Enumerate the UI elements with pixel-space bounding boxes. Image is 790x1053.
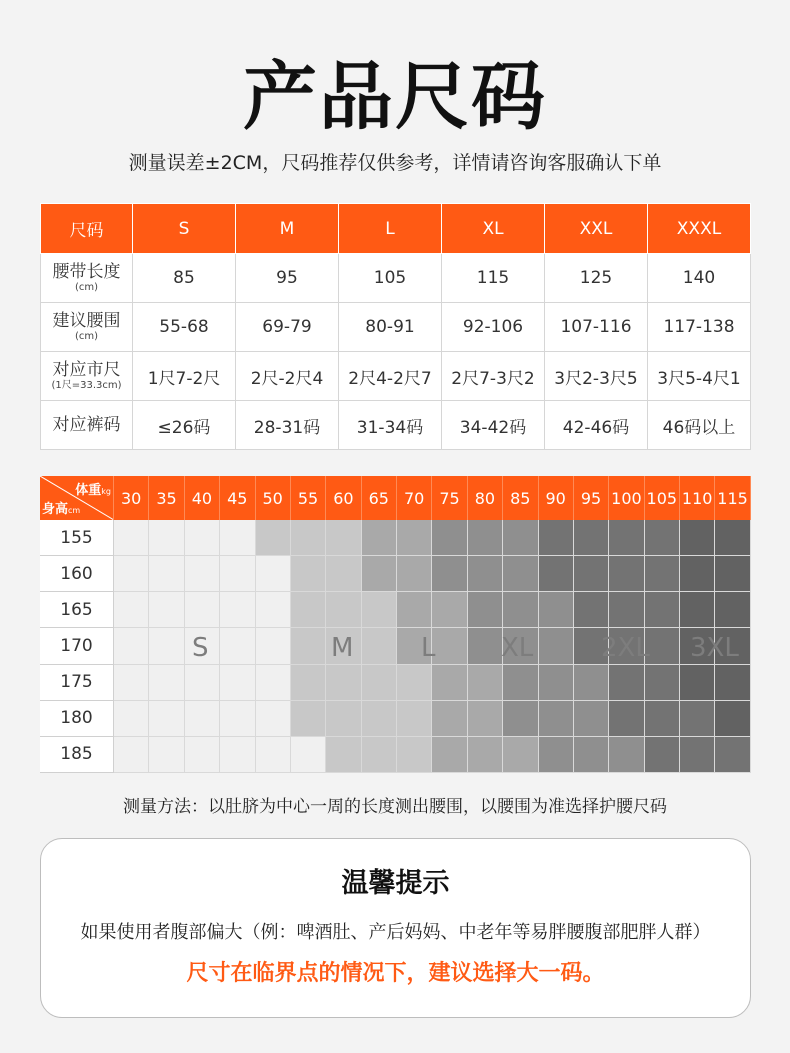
weight-label: 体重 [75, 483, 102, 498]
grid-cell [468, 701, 503, 737]
grid-cell [680, 701, 715, 737]
grid-cell [149, 665, 184, 701]
table-cell: 107-116 [545, 303, 648, 352]
height-unit: cm [68, 506, 81, 515]
table-cell: 69-79 [236, 303, 339, 352]
grid-cell [114, 701, 149, 737]
table-cell: 1尺7-2尺 [133, 352, 236, 401]
grid-cell [645, 665, 680, 701]
grid-cell [362, 592, 397, 628]
grid-cell [220, 628, 255, 664]
grid-cell [220, 701, 255, 737]
page-subtitle: 测量误差±2CM，尺码推荐仅供参考，详情请咨询客服确认下单 [128, 152, 662, 174]
height-row-header: 170 [40, 628, 114, 664]
grid-cell [609, 520, 644, 556]
grid-cell [185, 592, 220, 628]
grid-cell [326, 665, 361, 701]
row-label-unit: (cm) [74, 331, 99, 342]
row-label [41, 401, 133, 450]
grid-cell [539, 737, 574, 773]
weight-unit: kg [101, 487, 111, 496]
grid-cell [645, 737, 680, 773]
grid-cell [609, 628, 644, 664]
grid-cell [362, 556, 397, 592]
row-label [41, 352, 133, 401]
grid-cell [715, 520, 750, 556]
grid-cell [149, 701, 184, 737]
grid-cell [114, 628, 149, 664]
grid-cell [609, 592, 644, 628]
grid-cell [185, 628, 220, 664]
grid-cell [291, 665, 326, 701]
grid-cell [326, 701, 361, 737]
grid-cell [291, 737, 326, 773]
size-zone-label: S [192, 633, 209, 663]
grid-cell [680, 556, 715, 592]
grid-cell [503, 701, 538, 737]
grid-cell [149, 737, 184, 773]
weight-header-cell: 85 [503, 476, 538, 520]
weight-header-cell: 55 [291, 476, 326, 520]
grid-cell [574, 592, 609, 628]
grid-cell [256, 592, 291, 628]
grid-cell [256, 701, 291, 737]
table-cell: ≤26码 [133, 401, 236, 450]
height-row-header: 165 [40, 592, 114, 628]
grid-cell [220, 592, 255, 628]
header-cell: XXL [545, 204, 648, 254]
row-label-text: 建议腰围 [52, 311, 121, 331]
table-row [41, 303, 751, 352]
weight-header-cell: 30 [114, 476, 149, 520]
grid-cell [362, 520, 397, 556]
grid-cell [715, 556, 750, 592]
grid-cell [468, 556, 503, 592]
table-cell: 117-138 [648, 303, 751, 352]
header-cell: L [339, 204, 442, 254]
grid-cell [432, 665, 467, 701]
header-cell: M [236, 204, 339, 254]
table-cell: 85 [133, 254, 236, 303]
chart-corner-header [40, 476, 114, 520]
grid-cell [291, 592, 326, 628]
size-table [40, 203, 751, 450]
grid-cell [645, 592, 680, 628]
grid-cell [326, 737, 361, 773]
grid-cell [362, 737, 397, 773]
weight-header-cell: 40 [185, 476, 220, 520]
weight-header-cell: 80 [468, 476, 503, 520]
row-label-text: 对应裤码 [52, 415, 121, 435]
grid-cell [539, 556, 574, 592]
table-cell: 95 [236, 254, 339, 303]
grid-cell [397, 592, 432, 628]
weight-header-cell: 75 [432, 476, 467, 520]
grid-cell [715, 701, 750, 737]
table-cell: 34-42码 [442, 401, 545, 450]
grid-cell [149, 556, 184, 592]
row-label [41, 303, 133, 352]
grid-cell [609, 701, 644, 737]
table-cell: 105 [339, 254, 442, 303]
weight-header-cell: 100 [609, 476, 644, 520]
grid-cell [291, 556, 326, 592]
row-label [41, 254, 133, 303]
grid-cell [149, 628, 184, 664]
grid-cell [326, 628, 361, 664]
grid-cell [185, 701, 220, 737]
grid-cell [432, 592, 467, 628]
grid-cell [256, 737, 291, 773]
weight-header-cell: 90 [539, 476, 574, 520]
page-title: 产品尺码 [243, 54, 547, 140]
weight-header-cell: 35 [149, 476, 184, 520]
grid-cell [432, 628, 467, 664]
grid-cell [114, 592, 149, 628]
weight-header-cell: 70 [397, 476, 432, 520]
grid-cell [503, 665, 538, 701]
grid-cell [326, 592, 361, 628]
grid-cell [468, 592, 503, 628]
grid-cell [362, 701, 397, 737]
table-cell: 28-31码 [236, 401, 339, 450]
height-row-header: 185 [40, 737, 114, 773]
grid-cell [574, 556, 609, 592]
grid-cell [149, 520, 184, 556]
grid-cell [574, 737, 609, 773]
grid-cell [114, 737, 149, 773]
grid-cell [468, 520, 503, 556]
grid-cell [326, 556, 361, 592]
grid-cell [539, 701, 574, 737]
table-row [41, 352, 751, 401]
table-cell: 31-34码 [339, 401, 442, 450]
grid-cell [715, 737, 750, 773]
grid-cell [291, 628, 326, 664]
grid-cell [114, 556, 149, 592]
grid-cell [645, 520, 680, 556]
grid-cell [432, 701, 467, 737]
weight-header-cell: 50 [256, 476, 291, 520]
grid-cell [680, 592, 715, 628]
grid-cell [256, 665, 291, 701]
grid-cell [362, 628, 397, 664]
grid-cell [503, 737, 538, 773]
grid-cell [680, 665, 715, 701]
grid-cell [114, 520, 149, 556]
header-cell: S [133, 204, 236, 254]
tips-body: 如果使用者腹部偏大（例：啤酒肚、产后妈妈、中老年等易胖腰腹部肥胖人群） [80, 922, 711, 943]
grid-cell [503, 520, 538, 556]
height-axis-label [42, 498, 80, 517]
grid-cell [609, 665, 644, 701]
height-row-header: 175 [40, 665, 114, 701]
grid-cell [645, 701, 680, 737]
header-cell: 尺码 [41, 204, 133, 254]
grid-cell [609, 737, 644, 773]
grid-cell [680, 520, 715, 556]
measure-method: 测量方法：以肚脐为中心一周的长度测出腰围，以腰围为准选择护腰尺码 [123, 797, 667, 817]
grid-cell [432, 737, 467, 773]
grid-cell [256, 520, 291, 556]
grid-cell [362, 665, 397, 701]
grid-cell [539, 628, 574, 664]
grid-cell [680, 737, 715, 773]
grid-cell [574, 628, 609, 664]
grid-cell [645, 628, 680, 664]
grid-cell [432, 556, 467, 592]
row-label-unit: (cm) [74, 282, 99, 293]
weight-header-cell: 45 [220, 476, 255, 520]
weight-axis-label [75, 479, 111, 498]
weight-header-cell: 110 [680, 476, 715, 520]
grid-cell [574, 520, 609, 556]
header-cell: XL [442, 204, 545, 254]
grid-cell [503, 592, 538, 628]
size-table-header [41, 204, 751, 254]
header-cell: XXXL [648, 204, 751, 254]
grid-cell [397, 737, 432, 773]
height-label: 身高 [42, 502, 69, 517]
grid-cell [645, 556, 680, 592]
grid-cell [503, 556, 538, 592]
height-row-header: 180 [40, 701, 114, 737]
grid-cell [185, 665, 220, 701]
grid-cell [220, 520, 255, 556]
size-zone-label: 3XL [690, 633, 739, 663]
grid-cell [291, 701, 326, 737]
size-zone-label: L [421, 633, 436, 663]
table-cell: 3尺2-3尺5 [545, 352, 648, 401]
grid-cell [503, 628, 538, 664]
tips-title: 温馨提示 [341, 868, 450, 899]
grid-cell [539, 665, 574, 701]
weight-header-cell: 60 [326, 476, 361, 520]
grid-cell [256, 628, 291, 664]
height-row-header: 155 [40, 520, 114, 556]
weight-header-cell: 95 [574, 476, 609, 520]
weight-header-cell: 105 [645, 476, 680, 520]
grid-cell [397, 628, 432, 664]
grid-cell [468, 628, 503, 664]
grid-cell [539, 520, 574, 556]
table-cell: 125 [545, 254, 648, 303]
row-label-text: 腰带长度 [52, 262, 121, 282]
table-row [41, 401, 751, 450]
table-row [41, 254, 751, 303]
table-cell: 2尺4-2尺7 [339, 352, 442, 401]
grid-cell [574, 701, 609, 737]
grid-cell [609, 556, 644, 592]
table-cell: 80-91 [339, 303, 442, 352]
tips-card [40, 838, 751, 1018]
grid-cell [326, 520, 361, 556]
grid-cell [397, 701, 432, 737]
grid-cell [185, 520, 220, 556]
grid-cell [291, 520, 326, 556]
grid-cell [185, 737, 220, 773]
size-zone-label: XL [501, 633, 534, 663]
grid-cell [149, 592, 184, 628]
table-cell: 3尺5-4尺1 [648, 352, 751, 401]
size-zone-label: 2XL [601, 633, 650, 663]
grid-cell [574, 665, 609, 701]
table-cell: 2尺7-3尺2 [442, 352, 545, 401]
grid-cell [715, 592, 750, 628]
table-cell: 2尺-2尺4 [236, 352, 339, 401]
row-label-unit: (1尺=33.3cm) [51, 380, 122, 391]
grid-cell [397, 520, 432, 556]
grid-cell [220, 665, 255, 701]
grid-cell [680, 628, 715, 664]
grid-cell [468, 737, 503, 773]
table-cell: 92-106 [442, 303, 545, 352]
grid-cell [114, 665, 149, 701]
grid-cell [256, 556, 291, 592]
row-label-text: 对应市尺 [52, 360, 121, 380]
grid-cell [185, 556, 220, 592]
height-row-header: 160 [40, 556, 114, 592]
table-cell: 140 [648, 254, 751, 303]
grid-cell [220, 556, 255, 592]
table-cell: 46码以上 [648, 401, 751, 450]
table-cell: 55-68 [133, 303, 236, 352]
grid-cell [715, 628, 750, 664]
grid-cell [220, 737, 255, 773]
grid-cell [715, 665, 750, 701]
table-cell: 42-46码 [545, 401, 648, 450]
weight-header-cell: 65 [362, 476, 397, 520]
tips-warning: 尺寸在临界点的情况下，建议选择大一码。 [186, 961, 605, 986]
grid-cell [468, 665, 503, 701]
table-cell: 115 [442, 254, 545, 303]
grid-cell [397, 556, 432, 592]
grid-cell [397, 665, 432, 701]
size-zone-label: M [331, 633, 354, 663]
grid-cell [539, 592, 574, 628]
weight-height-chart [40, 476, 751, 773]
weight-header-cell: 115 [715, 476, 750, 520]
grid-cell [432, 520, 467, 556]
